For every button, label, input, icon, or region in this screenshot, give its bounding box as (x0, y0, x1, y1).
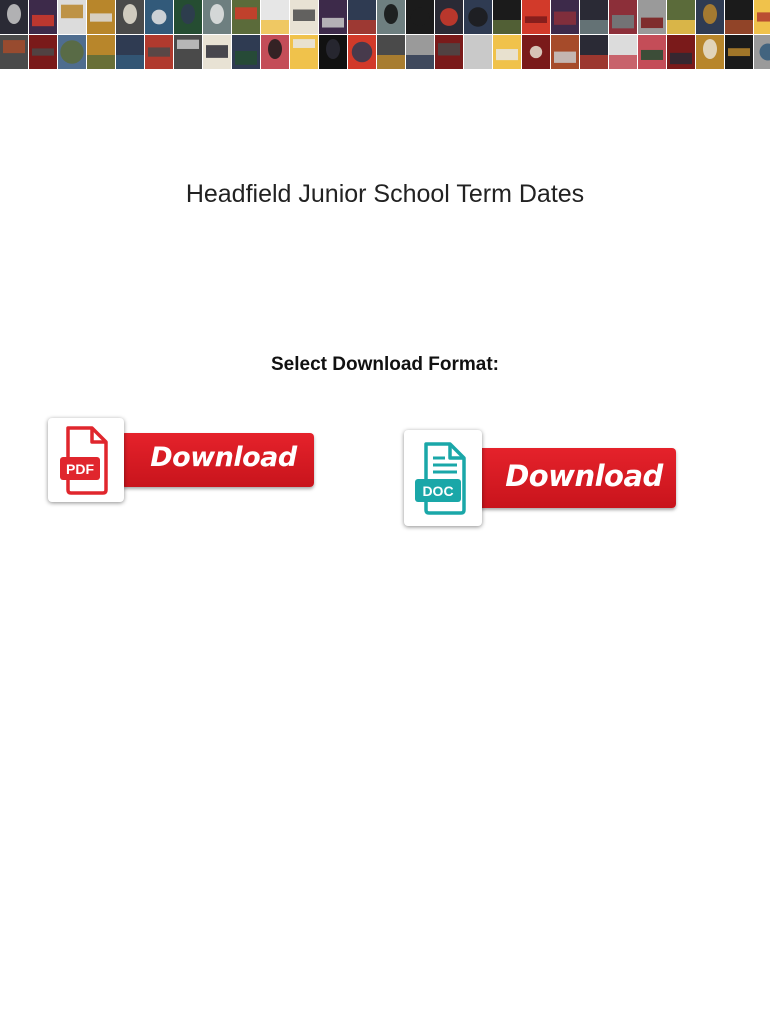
collage-tile (522, 0, 550, 34)
collage-tile (0, 35, 28, 69)
collage-tile (261, 0, 289, 34)
collage-tile (319, 0, 347, 34)
pdf-format-text: PDF (66, 461, 94, 477)
collage-tile (580, 0, 608, 34)
collage-tile (754, 0, 770, 34)
select-format-heading: Select Download Format: (270, 354, 500, 375)
collage-tile (319, 35, 347, 69)
collage-tile (638, 35, 666, 69)
doc-format-text: DOC (422, 483, 454, 499)
collage-tile (406, 0, 434, 34)
collage-tile (464, 0, 492, 34)
collage-tile (493, 35, 521, 69)
collage-tile (145, 0, 173, 34)
download-doc-button[interactable] (402, 430, 680, 528)
doc-file-icon (404, 430, 482, 526)
collage-tile (696, 0, 724, 34)
collage-tile (29, 0, 57, 34)
collage-tile (754, 35, 770, 69)
download-pdf-button[interactable] (46, 418, 318, 506)
collage-tile (203, 0, 231, 34)
collage-tile (609, 0, 637, 34)
collage-tile (29, 35, 57, 69)
collage-tile (696, 35, 724, 69)
collage-tile (203, 35, 231, 69)
collage-tile (232, 35, 260, 69)
collage-tile (725, 35, 753, 69)
collage-tile (609, 35, 637, 69)
download-pdf-bar[interactable] (121, 433, 314, 487)
pdf-file-card (48, 418, 124, 502)
collage-tile (551, 0, 579, 34)
collage-tile (87, 35, 115, 69)
download-pdf-label: Download (150, 442, 297, 473)
collage-tile (87, 0, 115, 34)
collage-tile (174, 35, 202, 69)
doc-file-card (404, 430, 482, 526)
collage-tile (406, 35, 434, 69)
collage-tile (232, 0, 260, 34)
collage-tile (435, 0, 463, 34)
download-doc-bar[interactable] (478, 448, 676, 508)
collage-tile (116, 35, 144, 69)
collage-tile (638, 0, 666, 34)
collage-tile (0, 0, 28, 34)
collage-tile (348, 35, 376, 69)
collage-tile (493, 0, 521, 34)
collage-tile (667, 35, 695, 69)
collage-tile (261, 35, 289, 69)
collage-tile (58, 0, 86, 34)
collage-tile (348, 0, 376, 34)
collage-tile (580, 35, 608, 69)
collage-tile (522, 35, 550, 69)
collage-tile (551, 35, 579, 69)
collage-tile (377, 35, 405, 69)
collage-tile (464, 35, 492, 69)
collage-tile (116, 0, 144, 34)
collage-tile (290, 0, 318, 34)
collage-tile (145, 35, 173, 69)
collage-tile (174, 0, 202, 34)
collage-image (0, 0, 770, 70)
collage-tile (58, 35, 86, 69)
collage-tile (377, 0, 405, 34)
media-collage-banner (0, 0, 770, 70)
collage-tile (435, 35, 463, 69)
collage-tile (725, 0, 753, 34)
collage-tile (290, 35, 318, 69)
document-title: Headfield Junior School Term Dates (185, 180, 585, 208)
collage-tile (667, 0, 695, 34)
pdf-file-icon (48, 418, 124, 502)
download-doc-label: Download (505, 459, 663, 493)
